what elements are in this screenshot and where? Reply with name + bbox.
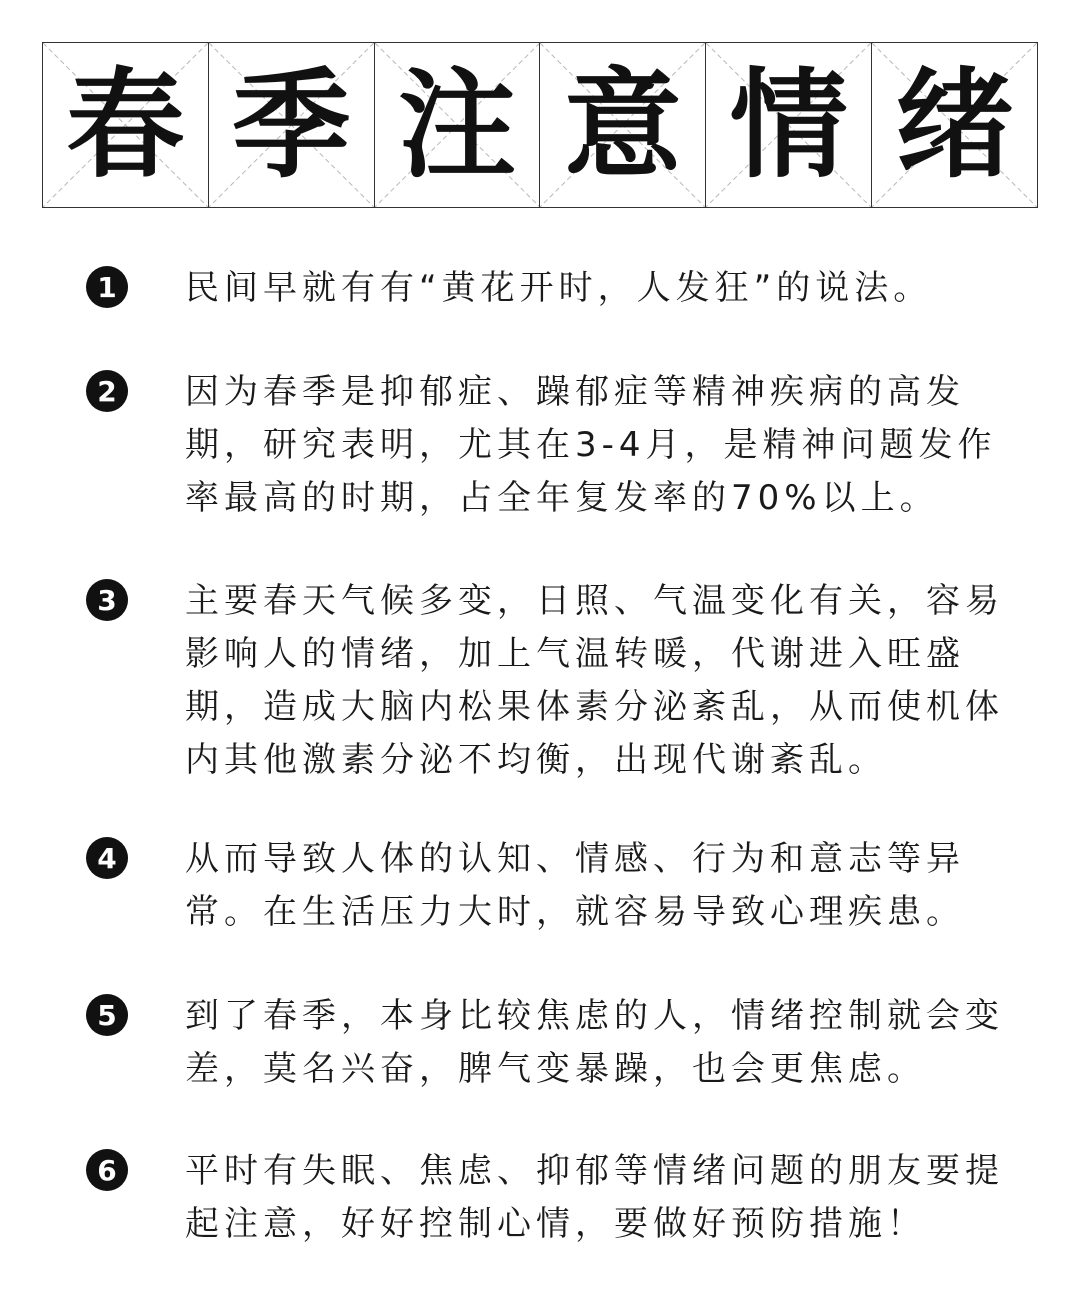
item-text: 民间早就有有“黄花开时，人发狂”的说法。	[185, 268, 933, 308]
number-badge: 4	[86, 837, 128, 879]
title-cell	[706, 43, 872, 207]
title-banner	[42, 42, 1038, 208]
title-cell	[540, 43, 706, 207]
title-cell	[43, 43, 209, 207]
item-text: 平时有失眠、焦虑、抑郁等情绪问题的朋友要提起注意，好好控制心情，要做好预防措施！	[185, 1151, 1004, 1244]
title-char: 季	[232, 56, 351, 194]
title-char: 春	[66, 56, 185, 194]
title-cell	[375, 43, 541, 207]
item-text: 因为春季是抑郁症、躁郁症等精神疾病的高发期，研究表明，尤其在3-4月，是精神问题发作率最高的时期，占全年复发率的70%以上。	[185, 372, 997, 518]
title-cell	[872, 43, 1037, 207]
number-badge: 5	[86, 994, 128, 1036]
item-text: 从而导致人体的认知、情感、行为和意志等异常。在生活压力大时，就容易导致心理疾患。	[185, 839, 965, 932]
item-text: 主要春天气候多变，日照、气温变化有关，容易影响人的情绪，加上气温转暖，代谢进入旺盛期，造成大脑内松果体素分泌紊乱，从而使机体内其他激素分泌不均衡，出现代谢紊乱。	[185, 581, 1004, 780]
number-badge: 2	[86, 370, 128, 412]
title-char: 情	[729, 56, 848, 194]
title-char: 注	[398, 56, 517, 194]
item-text: 到了春季，本身比较焦虑的人，情绪控制就会变差，莫名兴奋，脾气变暴躁，也会更焦虑。	[185, 996, 1004, 1089]
title-char: 意	[563, 56, 682, 194]
title-char: 绪	[895, 56, 1014, 194]
title-cell	[209, 43, 375, 207]
number-badge: 3	[86, 579, 128, 621]
number-badge: 6	[86, 1149, 128, 1191]
number-badge: 1	[86, 266, 128, 308]
